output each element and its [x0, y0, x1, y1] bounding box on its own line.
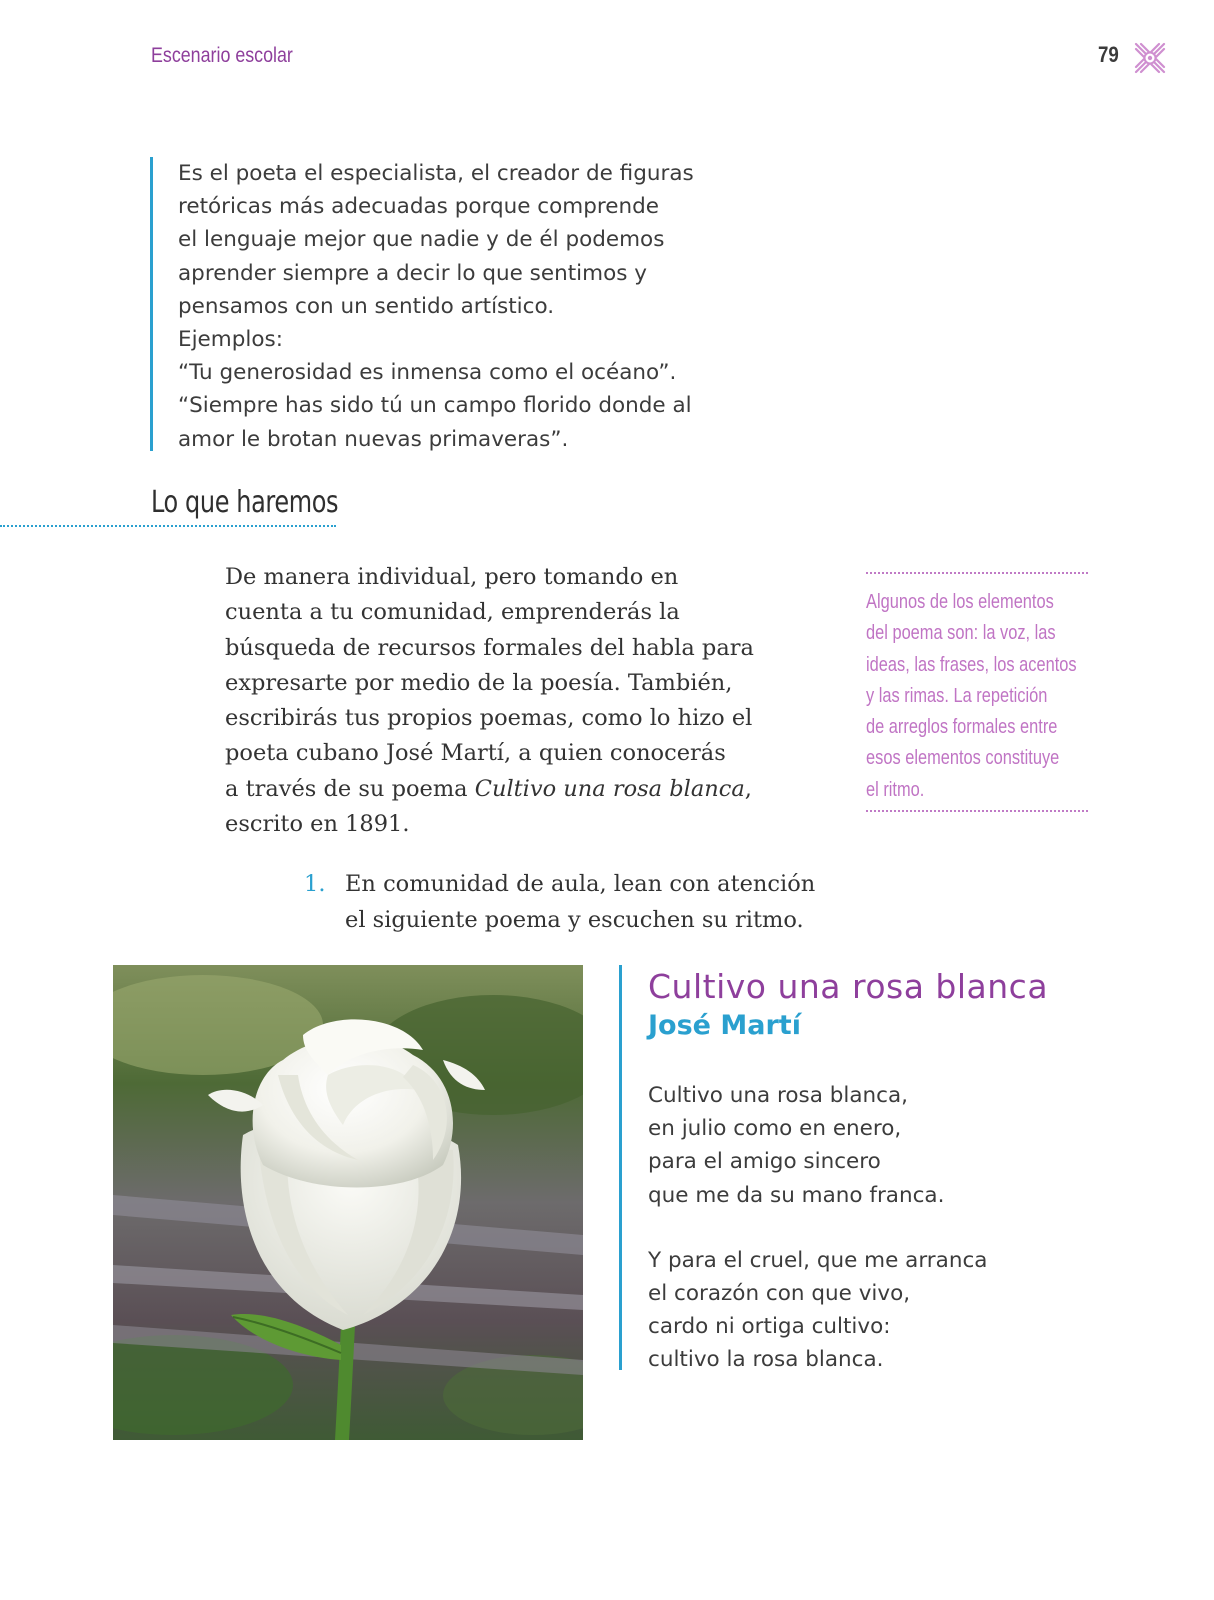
quote-block — [150, 157, 790, 451]
poem-verse: Y para el cruel, que me arranca — [648, 1247, 988, 1273]
quote-line: aprender siempre a decir lo que sentimos y — [178, 260, 647, 286]
intro-line: expresarte por medio de la poesía. También, — [225, 669, 733, 696]
quote-line: “Siempre has sido tú un campo florido donde al — [178, 393, 692, 419]
sidebar-line: ideas, las frases, los acentos — [866, 652, 1077, 676]
intro-line: cuenta a tu comunidad, emprenderás la — [225, 599, 680, 626]
activity-line: el siguiente poema y escuchen su ritmo. — [345, 906, 804, 933]
activity-text — [345, 867, 924, 938]
intro-poem-title: Cultivo una rosa blanca — [474, 775, 745, 802]
poem-verse: Cultivo una rosa blanca, — [648, 1083, 908, 1108]
poem-verse: el corazón con que vivo, — [648, 1281, 911, 1307]
sidebar-line: esos elementos constituye — [866, 746, 1060, 770]
sidebar-line: Algunos de los elementos — [866, 590, 1054, 613]
poem-verse: para el amigo sincero — [648, 1149, 881, 1175]
intro-paragraph — [225, 560, 825, 842]
poem-author: José Martí — [648, 1010, 801, 1041]
intro-line: poeta cubano José Martí, a quien conocerás — [225, 740, 726, 767]
heading-divider — [0, 525, 336, 527]
sidebar-line: de arreglos formales entre — [866, 715, 1058, 739]
poem-stanza — [648, 1079, 1099, 1212]
quote-line: “Tu generosidad es inmensa como el océano”. — [178, 360, 677, 386]
poem-verse: que me da su mano franca. — [648, 1182, 945, 1208]
activity-item — [304, 867, 924, 938]
quote-line: el lenguaje mejor que nadie y de él podemos — [178, 227, 665, 253]
poem-verse: cardo ni ortiga cultivo: — [648, 1314, 891, 1340]
quote-line: Ejemplos: — [178, 327, 283, 353]
sidebar-line: el ritmo. — [866, 777, 925, 801]
poem-title: Cultivo una rosa blanca — [648, 967, 1049, 1006]
running-head: Escenario escolar — [151, 44, 293, 67]
intro-line: escribirás tus propios poemas, como lo hizo el — [225, 705, 753, 732]
activity-line: En comunidad de aula, lean con atención — [345, 871, 816, 897]
poem-verse: cultivo la rosa blanca. — [648, 1347, 884, 1373]
quote-line: Es el poeta el especialista, el creador de figuras — [178, 161, 694, 186]
sidebar-line: del poema son: la voz, las — [866, 621, 1056, 645]
intro-line-suffix: , — [744, 775, 752, 802]
intro-line-prefix: a través de su poema — [225, 775, 475, 802]
poem-stanza — [648, 1244, 1099, 1377]
quote-line: amor le brotan nuevas primaveras”. — [178, 426, 569, 452]
activity-number: 1. — [304, 871, 326, 897]
page-number: 79 — [1098, 42, 1119, 67]
intro-line: De manera individual, pero tomando en — [225, 564, 679, 590]
sidebar-line: y las rimas. La repetición — [866, 683, 1048, 707]
poem-verse: en julio como en enero, — [648, 1116, 902, 1142]
sidebar-note — [866, 572, 1088, 812]
section-heading: Lo que haremos — [151, 485, 339, 520]
poem-block — [619, 965, 1099, 1373]
woven-emblem-icon — [1132, 40, 1168, 76]
quote-line: pensamos con un sentido artístico. — [178, 293, 555, 319]
white-rose-photo — [113, 965, 583, 1440]
quote-line: retóricas más adecuadas porque comprende — [178, 194, 659, 220]
intro-line: escrito en 1891. — [225, 811, 410, 838]
intro-line: búsqueda de recursos formales del habla para — [225, 634, 754, 661]
